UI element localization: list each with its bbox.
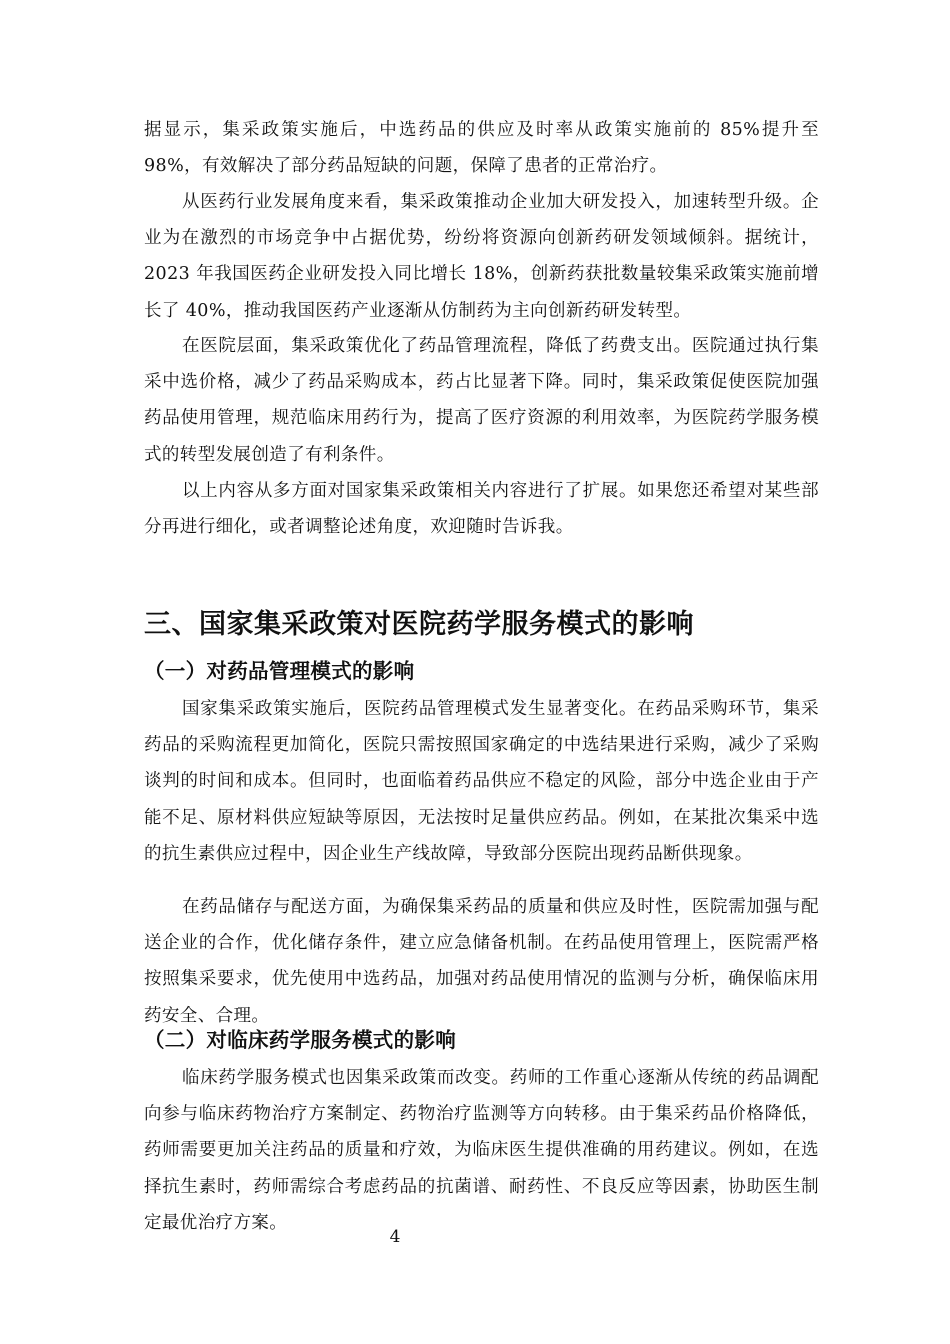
paragraph-supply-rate: 据显示，集采政策实施后，中选药品的供应及时率从政策实施前的 85%提升至 98%，有效解决了部分药品短缺的问题，保障了患者的正常治疗。 (144, 120, 819, 177)
paragraph-industry-development: 从医药行业发展角度来看，集采政策推动企业加大研发投入，加速转型升级。企业为在激烈的市场竞争中占据优势，纷纷将资源向创新药研发领域倾斜。据统计，2023 年我国医药企业研发投入同比增长 18%，创新药获批数量较集采政策实施前增长了 40%，推动我国医药产业逐渐从仿制药为主向创新药研发转型。 (144, 192, 819, 321)
subsection-heading-drug-management: （一）对药品管理模式的影响 (144, 659, 415, 683)
paragraph-storage-distribution: 在药品储存与配送方面，为确保集采药品的质量和供应及时性，医院需加强与配送企业的合作，优化储存条件，建立应急储备机制。在药品使用管理上，医院需严格按照集采要求，优先使用中选药品，加强对药品使用情况的监测与分析，确保临床用药安全、合理。 (144, 897, 819, 1026)
section-heading: 三、国家集采政策对医院药学服务模式的影响 (144, 609, 694, 640)
paragraph-clinical-pharmacy-change: 临床药学服务模式也因集采政策而改变。药师的工作重心逐渐从传统的药品调配向参与临床药物治疗方案制定、药物治疗监测等方向转移。由于集采药品价格降低，药师需要更加关注药品的质量和疗效，为临床医生提供准确的用药建议。例如，在选择抗生素时，药师需综合考虑药品的抗菌谱、耐药性、不良反应等因素，协助医生制定最优治疗方案。 (144, 1068, 819, 1233)
subsection-heading-clinical-pharmacy: （二）对临床药学服务模式的影响 (144, 1028, 456, 1052)
paragraph-hospital-level: 在医院层面，集采政策优化了药品管理流程，降低了药费支出。医院通过执行集采中选价格，减少了药品采购成本，药占比显著下降。同时，集采政策促使医院加强药品使用管理，规范临床用药行为，提高了医疗资源的利用效率，为医院药学服务模式的转型发展创造了有利条件。 (144, 336, 819, 465)
paragraph-drug-management-change: 国家集采政策实施后，医院药品管理模式发生显著变化。在药品采购环节，集采药品的采购流程更加简化，医院只需按照国家确定的中选结果进行采购，减少了采购谈判的时间和成本。但同时，也面临着药品供应不稳定的风险，部分中选企业由于产能不足、原材料供应短缺等原因，无法按时足量供应药品。例如，在某批次集采中选的抗生素供应过程中，因企业生产线故障，导致部分医院出现药品断供现象。 (144, 699, 819, 864)
paragraph-closing-note: 以上内容从多方面对国家集采政策相关内容进行了扩展。如果您还希望对某些部分再进行细化，或者调整论述角度，欢迎随时告诉我。 (144, 481, 819, 538)
page-number: 4 (389, 1227, 401, 1247)
